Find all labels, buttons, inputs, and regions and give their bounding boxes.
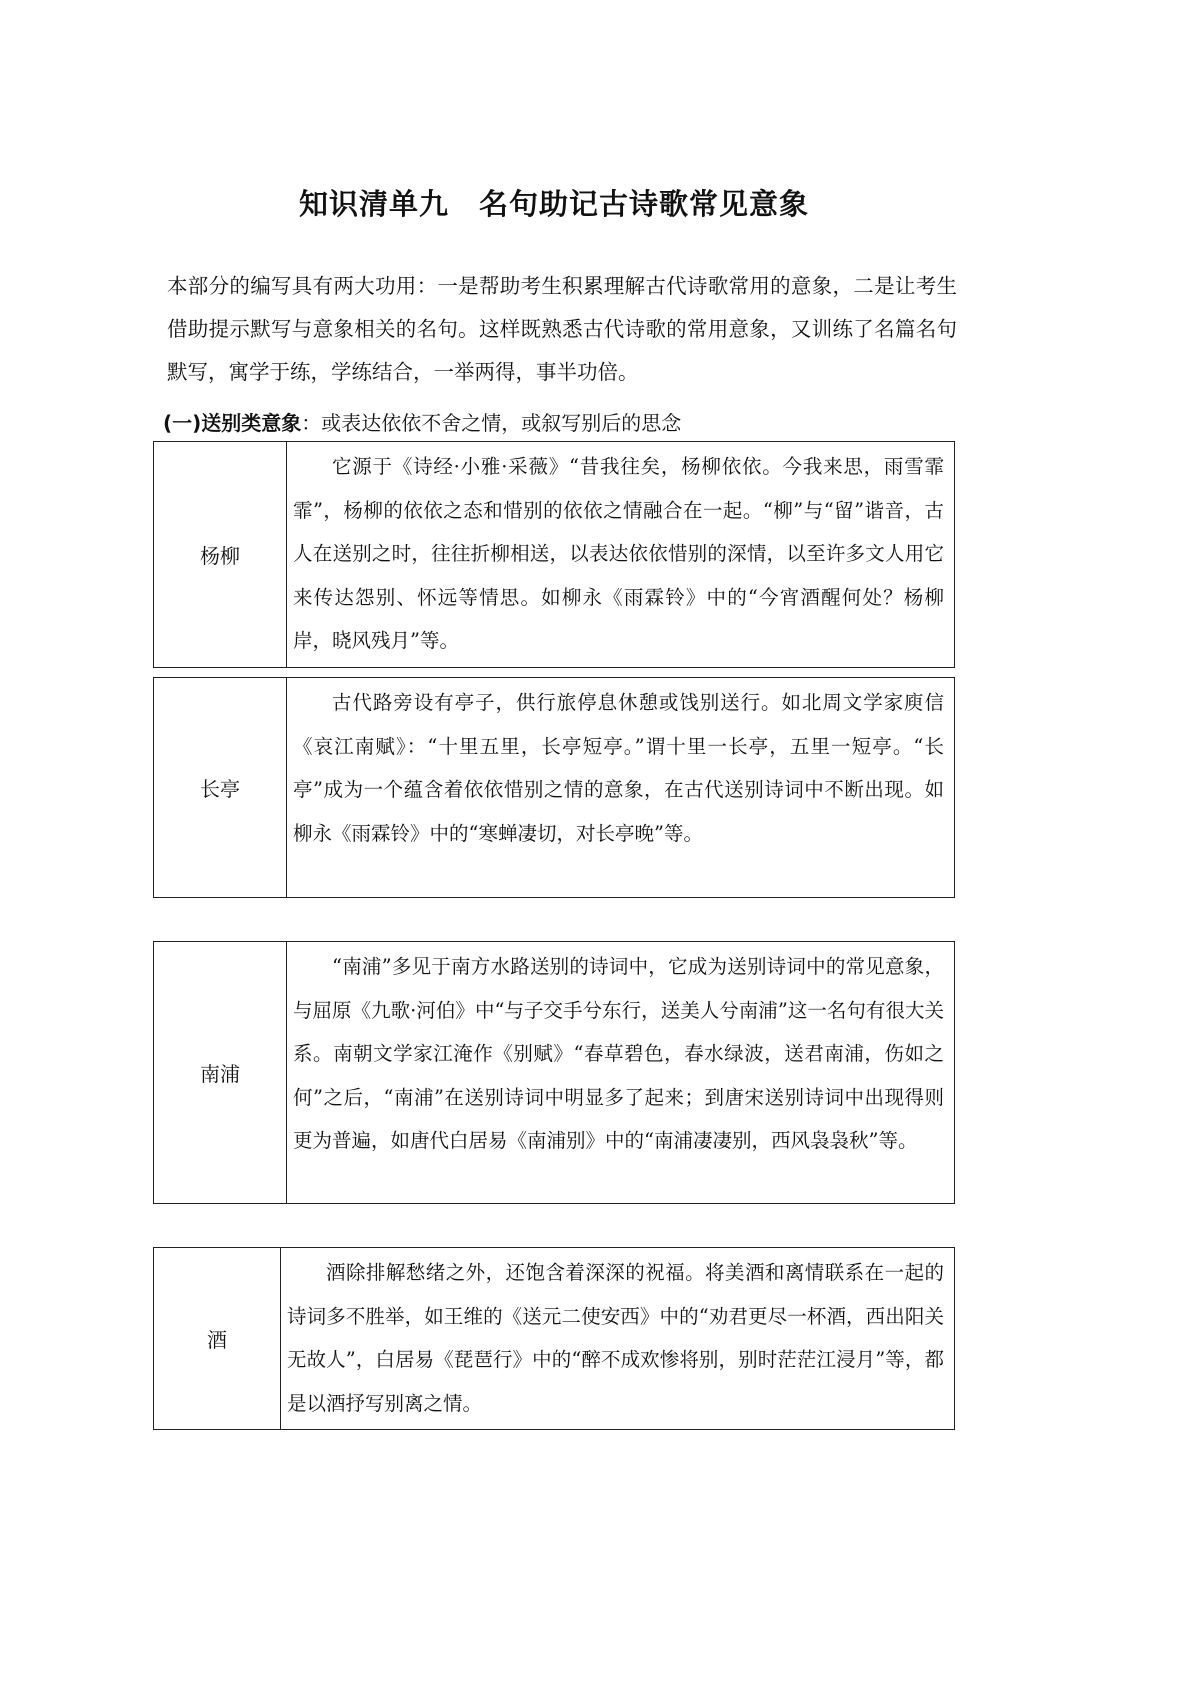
section-heading	[163, 407, 963, 436]
table-row	[154, 1248, 955, 1430]
intro-paragraph: 本部分的编写具有两大功用：一是帮助考生积累理解古代诗歌常用的意象，二是让考生借助提示默写与意象相关的名句。这样既熟悉古代诗歌的常用意象，又训练了名篇名句默写，寓学于练，学练结合，一举两得，事半功倍。	[167, 274, 957, 384]
term-cell: 酒	[154, 1248, 281, 1430]
description-cell: 它源于《诗经·小雅·采薇》“昔我往矣，杨柳依依。今我来思，雨雪霏霏”，杨柳的依依之态和惜别的依依之情融合在一起。“柳”与“留”谐音，古人在送别之时，往往折柳相送，以表达依依惜别的深情，以至许多文人用它来传达怨别、怀远等情思。如柳永《雨霖铃》中的“今宵酒醒何处？杨柳岸，晓风残月”等。	[287, 442, 955, 668]
imagery-table-pavilion	[153, 677, 955, 898]
table-row	[154, 678, 955, 898]
table-row	[154, 942, 955, 1204]
page-title: 知识清单九 名句助记古诗歌常见意象	[298, 187, 809, 221]
description-cell: 古代路旁设有亭子，供行旅停息休憩或饯别送行。如北周文学家庾信《哀江南赋》：“十里五里，长亭短亭。”谓十里一长亭，五里一短亭。“长亭”成为一个蕴含着依依惜别之情的意象，在古代送别诗词中不断出现。如柳永《雨霖铃》中的“寒蝉凄切，对长亭晚”等。	[287, 678, 955, 898]
term-cell: 长亭	[154, 678, 287, 898]
table-row	[154, 442, 955, 668]
section-label: (一)送别类意象	[163, 411, 302, 435]
imagery-table-nanpu	[153, 941, 955, 1204]
term-cell: 杨柳	[154, 442, 287, 668]
imagery-table-willow	[153, 441, 955, 668]
term-cell: 南浦	[154, 942, 287, 1204]
imagery-table-wine	[153, 1247, 955, 1430]
section-description: ：或表达依依不舍之情，或叙写别后的思念	[301, 411, 682, 435]
description-cell: 酒除排解愁绪之外，还饱含着深深的祝福。将美酒和离情联系在一起的诗词多不胜举，如王维的《送元二使安西》中的“劝君更尽一杯酒，西出阳关无故人”，白居易《琵琶行》中的“醉不成欢惨将别，别时茫茫江浸月”等，都是以酒抒写别离之情。	[281, 1248, 955, 1430]
description-cell: “南浦”多见于南方水路送别的诗词中，它成为送别诗词中的常见意象，与屈原《九歌·河伯》中“与子交手兮东行，送美人兮南浦”这一名句有很大关系。南朝文学家江淹作《别赋》“春草碧色，春水绿波，送君南浦，伤如之何”之后，“南浦”在送别诗词中明显多了起来；到唐宋送别诗词中出现得则更为普遍，如唐代白居易《南浦别》中的“南浦凄凄别，西风袅袅秋”等。	[287, 942, 955, 1204]
